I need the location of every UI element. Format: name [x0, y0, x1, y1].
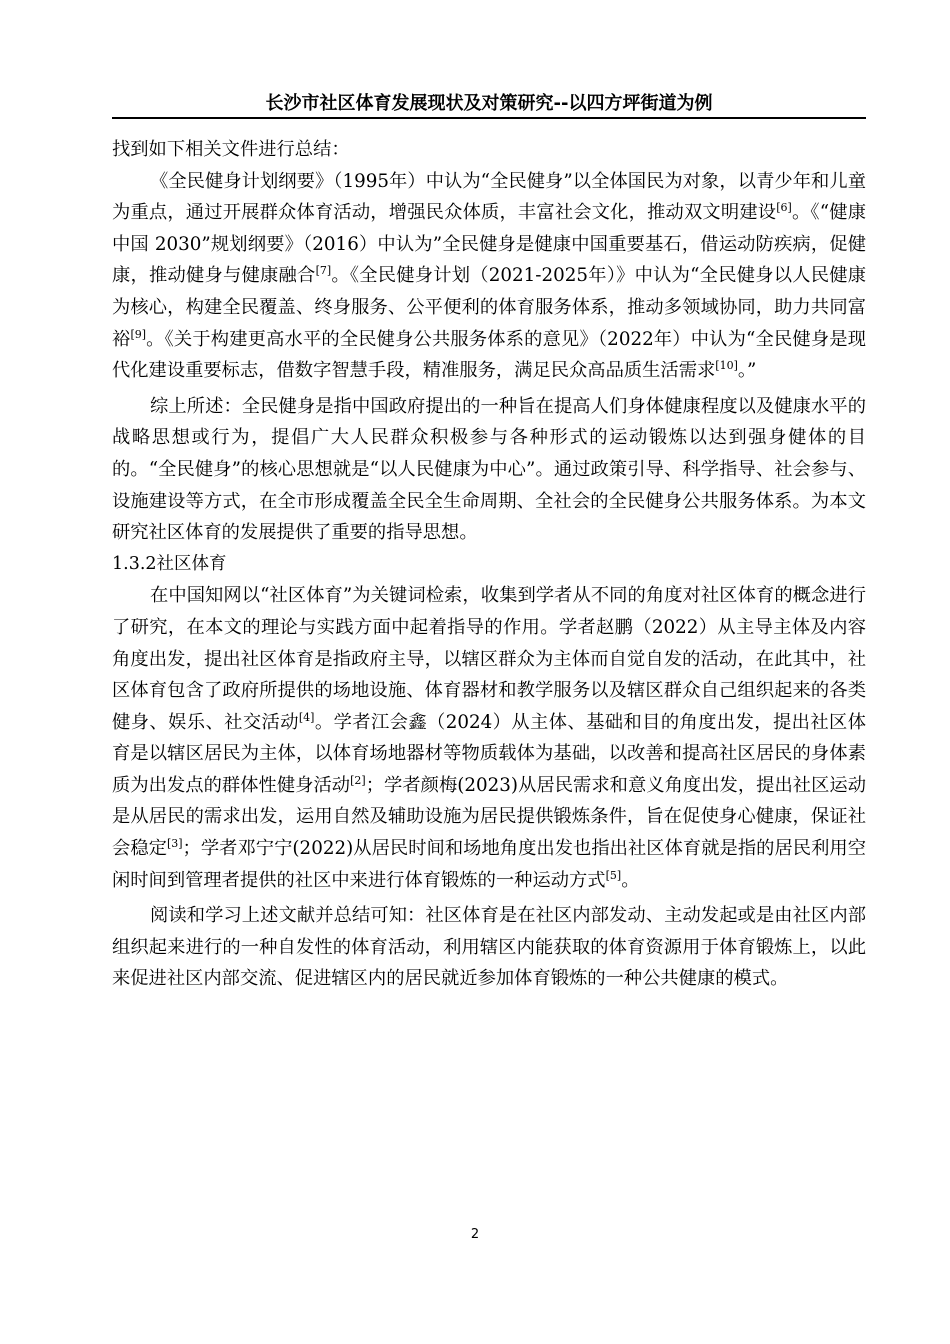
policy-paragraph	[112, 166, 866, 387]
text-run: 在中国知网以“社区体育”为关键词检索，收集到学者从不同的角度对社区体育的概念进行了研究，在本文的理论与实践方面中起着指导的作用。学者赵鹏（2022）从主导主体及内容角度出发，提出社区体育是指政府主导，以辖区群众为主体而自觉自发的活动，在此其中，社区体育包含了政府所提供的场地设施、体育器材和教学服务以及辖区群众自己组织起来的各类健身、娱乐、社交活动	[112, 585, 866, 733]
citation-4: [4]	[298, 710, 315, 724]
citation-2: [2]	[350, 773, 366, 787]
header-rule	[112, 117, 866, 119]
text-run: 。《全民健身计划（2021-2025年）》中认为“全民健身以人民健康为核心，构建全民覆盖、终身服务、公平便利的体育服务体系，推动多领域协同，助力共同富裕	[112, 265, 867, 350]
text-run: 《全民健身计划纲要》（1995年）中认为“全民健身”以全体国民为对象，以青少年和儿童为重点，通过开展群众体育活动，增强民众体质，丰富社会文化，推动双文明建设	[112, 170, 866, 224]
text-run: ；学者邓宁宁(2022)从居民时间和场地角度出发也指出社区体育就是指的居民利用空闲时间到管理者提供的社区中来进行体育锻炼的一种运动方式	[112, 838, 867, 891]
text-run: 。《关于构建更高水平的全民健身公共服务体系的意见》（2022年）中认为“全民健身是现代化建设重要标志，借数字智慧手段，精准服务，满足民众高品质生活需求	[112, 328, 866, 382]
section-title: 社区体育	[156, 553, 227, 574]
page-number: 2	[470, 1227, 480, 1242]
text-run: ；学者颜梅(2023)从居民需求和意义角度出发，提出社区运动是从居民的需求出发，运用自然及辅助设施为居民提供锻炼条件，旨在促使身心健康，保证社会稳定	[112, 774, 867, 860]
text-run: 。	[621, 869, 640, 891]
citation-7: [7]	[315, 264, 332, 278]
summary-paragraph: 综上所述：全民健身是指中国政府提出的一种旨在提高人们身体健康程度以及健康水平的战略思想或行为，提倡广大人民群众积极参与各种形式的运动锻炼以达到强身健体的目的。“全民健身”的核心思想就是“以人民健康为中心”。通过政策引导、科学指导、社会参与、设施建设等方式，在全市形成覆盖全民全生命周期、全社会的全民健身公共服务体系。为本文研究社区体育的发展提供了重要的指导思想。	[112, 395, 866, 544]
citation-3: [3]	[166, 837, 183, 851]
running-header: 长沙市社区体育发展现状及对策研究--以四方坪街道为例	[265, 93, 713, 114]
text-run: 。《“健康中国 2030”规划纲要》（2016）中认为”全民健身是健康中国重要基石，借运动防疾病，促健康，推动健身与健康融合	[112, 202, 867, 287]
literature-paragraph	[112, 580, 866, 896]
section-heading	[112, 549, 866, 581]
citation-10: [10]	[715, 359, 738, 373]
citation-9: [9]	[130, 327, 147, 341]
body-text	[112, 134, 866, 995]
intro-paragraph: 找到如下相关文件进行总结：	[112, 139, 350, 160]
citation-5: [5]	[605, 868, 622, 882]
conclusion-paragraph: 阅读和学习上述文献并总结可知：社区体育是在社区内部发动、主动发起或是由社区内部组织起来进行的一种自发性的体育活动，利用辖区内能获取的体育资源用于体育锻炼上，以此来促进社区内部交流、促进辖区内的居民就近参加体育锻炼的一种公共健康的模式。	[112, 905, 866, 990]
text-run: 。”	[737, 360, 757, 382]
text-run: 。学者江会鑫（2024）从主体、基础和目的角度出发，提出社区体育是以辖区居民为主体，以体育场地器材等物质载体为基础，以改善和提高社区居民的身体素质为出发点的群体性健身活动	[112, 711, 866, 796]
citation-6: [6]	[776, 201, 792, 215]
section-number: 1.3.2	[112, 553, 157, 574]
